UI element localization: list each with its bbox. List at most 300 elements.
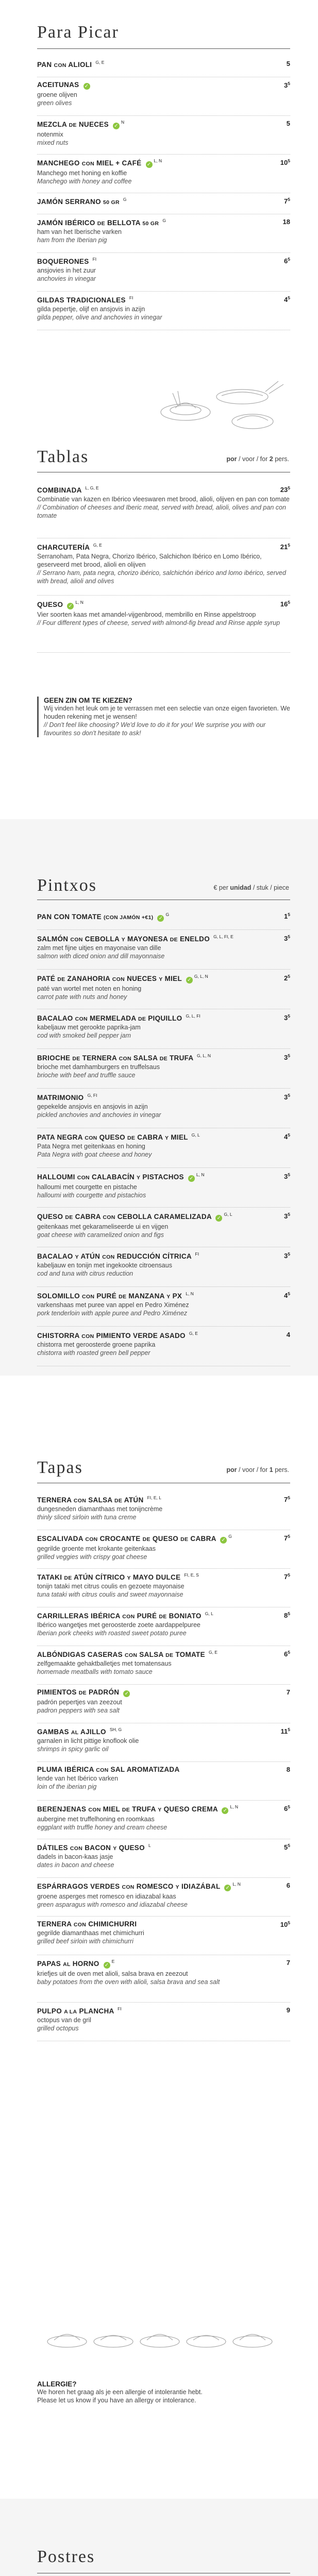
price-cents: 5 bbox=[288, 912, 290, 917]
item-name-part: SAL AROMATIZADA bbox=[110, 1766, 180, 1773]
item-name-part: ATÚN bbox=[80, 1252, 101, 1260]
allergen-codes: L, N bbox=[154, 158, 162, 163]
price-main: 18 bbox=[282, 218, 290, 226]
item-description-nl: lende van het Ibérico varken bbox=[37, 1775, 119, 1782]
price-main: 6 bbox=[284, 257, 288, 265]
price-main: 5 bbox=[286, 60, 290, 67]
item-name bbox=[37, 1882, 290, 1891]
item-divider bbox=[37, 1877, 290, 1878]
item-name-part: TERNERA bbox=[37, 1920, 72, 1928]
menu-item bbox=[37, 1611, 290, 1637]
item-name-part: PATA NEGRA bbox=[37, 1133, 83, 1141]
menu-item bbox=[37, 1727, 290, 1753]
item-description-en: brioche with beef and truffle sauce bbox=[37, 1072, 136, 1079]
pintxos-per-note: € per unidad / stuk / piece bbox=[213, 884, 289, 891]
menu-item bbox=[37, 1093, 290, 1119]
item-name bbox=[37, 485, 290, 494]
menu-item bbox=[37, 600, 290, 627]
price-cents: 5 bbox=[288, 1291, 290, 1296]
item-name-part: ENELDO bbox=[179, 935, 210, 943]
allergy-en: Please let us know if you have an allergy or intolerance. bbox=[37, 2397, 196, 2404]
item-description-en: anchovies in vinegar bbox=[37, 275, 96, 282]
item-name bbox=[37, 1611, 290, 1620]
item-description-en: pickled anchovies and anchovies in vinegar bbox=[37, 1111, 161, 1118]
item-description-nl: groene olijven bbox=[37, 91, 77, 98]
item-name bbox=[37, 1053, 290, 1062]
vegetarian-check-icon: ✓ bbox=[104, 1962, 110, 1969]
item-name bbox=[37, 1172, 290, 1182]
price-main: 7 bbox=[284, 1534, 288, 1542]
item-name-part: TERNERA bbox=[37, 1496, 72, 1504]
item-price bbox=[284, 257, 290, 265]
item-divider bbox=[37, 1800, 290, 1801]
price-main: 16 bbox=[280, 600, 288, 608]
price-main: 7 bbox=[284, 1573, 288, 1581]
item-name-part: QUESO bbox=[99, 1133, 125, 1141]
price-cents: 5 bbox=[288, 1093, 290, 1098]
item-name-part: DE bbox=[65, 1214, 73, 1221]
item-name bbox=[37, 1534, 290, 1544]
item-name-part: MAYO DULCE bbox=[132, 1573, 181, 1581]
price-main: 3 bbox=[284, 81, 288, 89]
item-description-en: thinly sliced sirloin with tuna creme bbox=[37, 1514, 137, 1521]
section-title-postres: Postres bbox=[37, 2547, 95, 2566]
item-name-part: MIEL + CAFÉ bbox=[96, 159, 142, 167]
item-description-en: cod and tuna with citrus reduction bbox=[37, 1270, 133, 1277]
menu-item bbox=[37, 1053, 290, 1079]
item-name bbox=[37, 1251, 290, 1260]
allergen-codes: G, L bbox=[191, 1132, 200, 1138]
item-price bbox=[284, 1172, 290, 1180]
item-name-part: GILDAS TRADICIONALES bbox=[37, 296, 126, 304]
menu-item bbox=[37, 1013, 290, 1040]
menu-item bbox=[37, 2006, 290, 2032]
item-name-part: CON bbox=[122, 1614, 135, 1620]
item-description-nl: Manchego met honing en koffie bbox=[37, 170, 127, 177]
menu-item bbox=[37, 1331, 290, 1357]
allergen-codes: FI, E, L bbox=[147, 1495, 161, 1500]
vegetarian-check-icon: ✓ bbox=[215, 1215, 222, 1222]
allergen-codes: G bbox=[162, 218, 166, 223]
item-description-en: cod with smoked bell pepper jam bbox=[37, 1032, 131, 1039]
item-name-part: CON bbox=[124, 1652, 138, 1658]
item-price bbox=[284, 1212, 290, 1220]
menu-item bbox=[37, 218, 290, 244]
price-main: 3 bbox=[284, 935, 288, 942]
menu-item bbox=[37, 158, 290, 185]
item-description-nl: Vier soorten kaas met amandel-vijgenbrood, membrillo en Rinse appelstroop bbox=[37, 611, 256, 618]
item-name-part: MANCHEGO bbox=[37, 159, 80, 167]
price-cents: 5 bbox=[288, 1212, 290, 1217]
allergen-codes: G, L, FI, E bbox=[213, 934, 233, 939]
item-name-part: BOQUERONES bbox=[37, 258, 89, 265]
item-description-nl: kabeljauw en tonijn met ingekookte citroensaus bbox=[37, 1262, 172, 1269]
section-title-tapas: Tapas bbox=[37, 1458, 83, 1477]
item-price bbox=[284, 1650, 290, 1658]
item-name-part: QUESO bbox=[152, 1535, 179, 1543]
item-name bbox=[37, 1495, 290, 1504]
allergen-codes: G, L bbox=[205, 1611, 213, 1616]
item-name-part: CON bbox=[103, 1214, 115, 1221]
menu-item bbox=[37, 1212, 290, 1239]
item-name-part: SALSA bbox=[88, 1496, 112, 1504]
item-name bbox=[37, 1572, 290, 1581]
item-price bbox=[280, 158, 290, 166]
allergen-codes: G bbox=[123, 197, 127, 202]
price-main: 1 bbox=[284, 912, 288, 920]
price-cents: 5 bbox=[288, 197, 290, 202]
item-name-part: ALIOLI bbox=[68, 61, 92, 69]
item-price bbox=[283, 218, 290, 226]
item-name-part: CON bbox=[96, 1767, 109, 1773]
tablas-per-note: por / voor / for 2 pers. bbox=[226, 455, 289, 463]
allergen-codes: L bbox=[148, 1843, 151, 1848]
item-name-part: TATAKI bbox=[37, 1573, 62, 1581]
vegetarian-check-icon: ✓ bbox=[188, 1175, 195, 1182]
menu-item bbox=[37, 1172, 290, 1199]
item-name-part: CON bbox=[73, 1498, 87, 1504]
item-name-part: ZANAHORIA bbox=[67, 975, 110, 982]
item-name-part: CHISTORRA bbox=[37, 1332, 80, 1340]
item-description-nl: kriefjes uit de oven met alioli, salsa brava en zeezout bbox=[37, 1970, 188, 1977]
menu-item bbox=[37, 1804, 290, 1832]
allergen-codes: L, N bbox=[230, 1804, 239, 1809]
item-description-en: salmon with diced onion and dill mayonnaise bbox=[37, 953, 165, 960]
item-name-part: Y bbox=[75, 1254, 79, 1260]
item-price bbox=[284, 1053, 290, 1061]
price-main: 23 bbox=[280, 486, 288, 494]
item-description-nl: geitenkaas met gekarameliseerde ui en vijgen bbox=[37, 1223, 169, 1230]
item-name-part: MAYONESA bbox=[127, 935, 168, 943]
item-description-en: chistorra with roasted green bell pepper bbox=[37, 1349, 150, 1357]
item-name-part: CON bbox=[112, 976, 125, 982]
item-name-part: PAPAS bbox=[37, 1960, 61, 1968]
item-name-part: DE bbox=[119, 1294, 127, 1300]
price-main: 7 bbox=[286, 1688, 290, 1696]
choose-for-me-box bbox=[37, 697, 290, 737]
item-name-part: QUESO bbox=[119, 1844, 145, 1852]
allergen-codes: FI bbox=[118, 2006, 122, 2011]
item-name bbox=[37, 1804, 290, 1814]
item-divider bbox=[37, 2002, 290, 2003]
item-name-part: PIQUILLO bbox=[148, 1014, 182, 1022]
item-description-en: carrot pate with nuts and honey bbox=[37, 993, 127, 1001]
item-price bbox=[287, 2006, 290, 2014]
item-description-en: green olives bbox=[37, 99, 72, 107]
item-name-part: Y bbox=[121, 937, 125, 943]
price-main: 7 bbox=[284, 197, 288, 205]
item-price bbox=[287, 1688, 290, 1696]
item-price bbox=[280, 600, 290, 608]
item-name-part: CEBOLLA CARAMELIZADA bbox=[117, 1213, 212, 1221]
item-description-en: loin of the iberian pig bbox=[37, 1783, 97, 1790]
menu-item bbox=[37, 485, 290, 520]
price-main: 2 bbox=[284, 974, 288, 982]
item-divider bbox=[37, 1088, 290, 1089]
item-name-part: BACALAO bbox=[37, 1014, 73, 1022]
item-name-part: (CON JAMÓN +€1) bbox=[104, 914, 154, 921]
item-description-en: shrimps in spicy garlic oil bbox=[37, 1745, 109, 1753]
menu-item bbox=[37, 295, 290, 321]
item-price bbox=[280, 543, 290, 551]
price-main: 3 bbox=[284, 1093, 288, 1101]
item-name-part: PIMIENTO VERDE ASADO bbox=[96, 1332, 186, 1340]
item-name bbox=[37, 120, 290, 129]
item-description-nl: padrón pepertjes van zeezout bbox=[37, 1699, 122, 1706]
price-main: 5 bbox=[286, 120, 290, 127]
item-name-part: DE bbox=[159, 1614, 167, 1620]
price-cents: 5 bbox=[288, 1053, 290, 1058]
menu-item bbox=[37, 1959, 290, 1986]
item-name bbox=[37, 1843, 290, 1852]
item-name-part: CEBOLLA bbox=[85, 935, 120, 943]
item-description-en: baby potatoes from the oven with alioli, salsa brava and sea salt bbox=[37, 1978, 220, 1986]
item-name bbox=[37, 1650, 290, 1658]
item-description-en: grilled veggies with crispy goat cheese bbox=[37, 1553, 147, 1561]
item-description-en: tuna tataki with citrus coulis and sweet mayonnaise bbox=[37, 1591, 183, 1598]
item-name-part: IDIAZÁBAL bbox=[181, 1883, 221, 1890]
item-name-part: PATÉ bbox=[37, 975, 56, 982]
item-name-part: BRIOCHE bbox=[37, 1054, 71, 1062]
price-cents: 5 bbox=[288, 81, 290, 86]
item-divider bbox=[37, 154, 290, 155]
item-divider bbox=[37, 595, 290, 596]
item-name-part: DE bbox=[170, 937, 178, 943]
item-price bbox=[287, 60, 290, 67]
item-price bbox=[287, 1766, 290, 1773]
item-description-nl: gilda pepertje, olijf en ansjovis in azijn bbox=[37, 306, 145, 313]
item-description-nl: chistorra met geroosterde groene paprika bbox=[37, 1341, 156, 1348]
item-price bbox=[284, 1495, 290, 1503]
item-name-part: HORNO bbox=[72, 1960, 99, 1968]
menu-item bbox=[37, 1572, 290, 1599]
info-nl: Wij vinden het leuk om je te verrassen met een selectie van onze eigen favorieten. We houden rekening met je wensen! bbox=[44, 705, 290, 720]
item-name-part: 50 GR bbox=[103, 199, 120, 206]
item-divider bbox=[37, 1916, 290, 1917]
item-name-part: GAMBAS bbox=[37, 1728, 69, 1736]
item-name-part: CON bbox=[77, 1175, 90, 1181]
price-main: 3 bbox=[284, 1212, 288, 1220]
item-name-part: SALSA bbox=[133, 1054, 158, 1062]
item-price bbox=[284, 1132, 290, 1141]
item-name-part: TRUFA bbox=[169, 1054, 193, 1062]
allergen-codes: SH, G bbox=[109, 1727, 122, 1732]
item-description-nl: garnalen in licht pittige knoflook olie bbox=[37, 1737, 139, 1744]
allergen-codes: FI bbox=[129, 295, 133, 300]
info-title: GEEN ZIN OM TE KIEZEN? bbox=[44, 697, 132, 704]
price-cents: 5 bbox=[288, 934, 290, 939]
item-description-nl: ham van het Iberische varken bbox=[37, 228, 122, 235]
item-name-part: CON bbox=[81, 1333, 94, 1340]
tapas-illustration bbox=[41, 2318, 278, 2354]
vegetarian-check-icon: ✓ bbox=[157, 915, 164, 922]
item-name-part: DE bbox=[127, 1135, 136, 1141]
price-main: 4 bbox=[284, 1292, 288, 1299]
item-description-nl: octopus van de gril bbox=[37, 2016, 91, 2024]
menu-item bbox=[37, 1843, 290, 1869]
allergen-codes: G bbox=[165, 912, 170, 917]
item-name-part: BONIATO bbox=[169, 1612, 202, 1620]
menu-item bbox=[37, 1766, 290, 1791]
allergen-codes: E bbox=[111, 1959, 115, 1964]
item-name-part: PURÉ bbox=[96, 1292, 117, 1300]
item-description-nl: zalm met fijne uitjes en mayonaise van dille bbox=[37, 944, 161, 952]
item-name-part: PULPO bbox=[37, 2007, 62, 2015]
title-divider bbox=[37, 48, 290, 49]
item-divider bbox=[37, 115, 290, 116]
item-price bbox=[287, 120, 290, 127]
item-name-part: Y bbox=[113, 1845, 117, 1852]
item-description-nl: zelfgemaakte gehaktballetjes met tomatensaus bbox=[37, 1660, 172, 1667]
tapas-per-note: por / voor / for 1 pers. bbox=[226, 1466, 289, 1473]
price-main: 6 bbox=[284, 1650, 288, 1658]
item-name-part: MIEL bbox=[103, 1805, 120, 1813]
item-divider bbox=[37, 1167, 290, 1168]
item-name-part: DE bbox=[69, 122, 77, 128]
item-name-part: CON bbox=[81, 161, 94, 167]
item-description-en: // Serrano ham, pata negra, chorizo ibérico, salchichón ibérico and lomo ibérico, served with bread, alioli and olives bbox=[37, 569, 286, 585]
item-name-part: COMBINADA bbox=[37, 486, 82, 494]
item-name-part: DE bbox=[72, 1056, 80, 1062]
item-name-part: PIMIENTOS bbox=[37, 1688, 77, 1696]
item-name-part: MERMELADA bbox=[89, 1014, 136, 1022]
item-price bbox=[284, 197, 290, 205]
price-main: 3 bbox=[284, 1173, 288, 1180]
section-title-pintxos: Pintxos bbox=[37, 876, 97, 895]
item-name bbox=[37, 1291, 290, 1300]
item-name-part: MEZCLA bbox=[37, 121, 67, 128]
item-description-en: pork tenderloin with apple puree and Pedro Ximénez bbox=[37, 1310, 188, 1317]
item-description-nl: gepekelde ansjovis en ansjovis in azijn bbox=[37, 1103, 148, 1110]
item-name-part: DE bbox=[78, 1690, 87, 1696]
item-description-nl: gegrilde groente met krokante geitenkaas bbox=[37, 1545, 156, 1552]
item-name bbox=[37, 1959, 290, 1969]
item-name bbox=[37, 1688, 290, 1697]
price-main: 4 bbox=[286, 1331, 290, 1338]
item-name-part: PISTACHOS bbox=[142, 1173, 184, 1181]
item-description-nl: tonijn tataki met citrus coulis en gezoete mayonaise bbox=[37, 1583, 185, 1590]
price-cents: 5 bbox=[288, 974, 290, 979]
item-description-nl: dadels in bacon-kaas jasje bbox=[37, 1853, 113, 1860]
vegetarian-check-icon: ✓ bbox=[123, 1690, 130, 1697]
item-description-nl: Combinatie van kazen en Ibérico vleeswaren met brood, alioli, olijven en pan con tomate bbox=[37, 496, 290, 503]
price-main: 4 bbox=[284, 1133, 288, 1141]
item-description-nl: notenmix bbox=[37, 131, 63, 138]
item-name-part: AL bbox=[71, 1730, 79, 1736]
item-name-part: DE bbox=[97, 221, 105, 227]
item-description-nl: aubergine met truffelhoning en roomkaas bbox=[37, 1816, 155, 1823]
allergen-codes: G, L, FI bbox=[186, 1013, 200, 1019]
item-name-part: MANZANA bbox=[128, 1292, 165, 1300]
menu-item bbox=[37, 197, 290, 206]
item-name-part: 50 GR bbox=[142, 221, 159, 227]
allergen-codes: FI, E, S bbox=[184, 1572, 199, 1578]
item-name-part: SALSA bbox=[139, 1651, 164, 1658]
item-description-en: padron peppers with sea salt bbox=[37, 1707, 120, 1714]
item-description-en: dates in bacon and cheese bbox=[37, 1861, 114, 1869]
item-price bbox=[280, 1920, 290, 1928]
item-name bbox=[37, 934, 290, 943]
item-description-en: // Combination of cheeses and Iberic meat, served with bread, alioli, olives and pan con tomate bbox=[37, 504, 286, 519]
item-description-nl: halloumi met courgette en pistache bbox=[37, 1183, 137, 1191]
price-main: 8 bbox=[286, 1766, 290, 1773]
item-name-part: MIEL bbox=[171, 1133, 188, 1141]
item-description-en: Manchego with honey and coffee bbox=[37, 178, 132, 185]
item-price bbox=[284, 1572, 290, 1581]
price-main: 21 bbox=[280, 543, 288, 551]
menu-item bbox=[37, 81, 290, 107]
price-cents: 5 bbox=[288, 1650, 290, 1655]
item-divider bbox=[37, 291, 290, 292]
item-description-nl: paté van wortel met noten en honing bbox=[37, 985, 142, 992]
price-main: 7 bbox=[286, 1959, 290, 1967]
vegetarian-check-icon: ✓ bbox=[222, 1807, 228, 1814]
item-name bbox=[37, 218, 290, 227]
item-name-part: MIEL bbox=[164, 975, 182, 982]
item-name-part: DE bbox=[114, 1498, 123, 1504]
vegetarian-check-icon: ✓ bbox=[186, 977, 193, 984]
item-name-part: HALLOUMI bbox=[37, 1173, 75, 1181]
item-name-part: DE bbox=[180, 1536, 189, 1543]
price-cents: 5 bbox=[288, 485, 290, 490]
item-name-part: NUECES bbox=[78, 121, 109, 128]
vegetarian-check-icon: ✓ bbox=[113, 123, 120, 129]
price-cents: 5 bbox=[288, 1727, 290, 1732]
item-divider bbox=[37, 652, 290, 653]
item-name-part: PX bbox=[172, 1292, 182, 1300]
item-name-part: AL bbox=[63, 1961, 71, 1968]
item-price bbox=[284, 934, 290, 942]
item-price bbox=[284, 1611, 290, 1619]
item-name-part: DE bbox=[142, 1536, 150, 1543]
item-name-part: CON bbox=[119, 1056, 131, 1062]
price-main: 9 bbox=[286, 2006, 290, 2014]
item-price bbox=[284, 1291, 290, 1299]
item-price bbox=[284, 912, 290, 920]
price-cents: 5 bbox=[288, 1172, 290, 1177]
item-description-nl: Pata Negra met geitenkaas en honing bbox=[37, 1143, 145, 1150]
item-description-en: goat cheese with caramelized onion and figs bbox=[37, 1231, 164, 1239]
item-name-part: Y bbox=[166, 1294, 171, 1300]
item-name-part: CON bbox=[54, 62, 66, 69]
price-cents: 5 bbox=[288, 295, 290, 300]
item-description-en: mixed nuts bbox=[37, 139, 69, 146]
allergen-codes: L, N bbox=[232, 1882, 241, 1887]
item-name-part: ACEITUNAS bbox=[37, 81, 79, 89]
item-price bbox=[281, 1727, 290, 1735]
item-description-nl: varkenshaas met puree van appel en Pedro Ximénez bbox=[37, 1301, 189, 1309]
price-cents: 5 bbox=[288, 543, 290, 548]
item-description-en: homemade meatballs with tomato sauce bbox=[37, 1668, 153, 1675]
price-cents: 5 bbox=[288, 1572, 290, 1578]
price-main: 5 bbox=[284, 1843, 288, 1851]
item-description-nl: ansjovies in het zuur bbox=[37, 267, 96, 274]
item-description-nl: kabeljauw met gerookte paprika-jam bbox=[37, 1024, 141, 1031]
item-price bbox=[284, 81, 290, 89]
item-name-part: Y bbox=[159, 976, 163, 982]
menu-item bbox=[37, 1251, 290, 1278]
price-cents: 5 bbox=[288, 1843, 290, 1848]
item-name-part: PADRÓN bbox=[89, 1688, 120, 1696]
item-name-part: JAMÓN IBÉRICO bbox=[37, 219, 95, 227]
allergen-codes: L, N bbox=[75, 600, 83, 605]
item-divider bbox=[37, 929, 290, 930]
item-name bbox=[37, 912, 290, 922]
price-cents: 5 bbox=[288, 1251, 290, 1257]
allergen-codes: G, E bbox=[208, 1650, 217, 1655]
item-divider bbox=[37, 1684, 290, 1685]
item-divider bbox=[37, 252, 290, 253]
